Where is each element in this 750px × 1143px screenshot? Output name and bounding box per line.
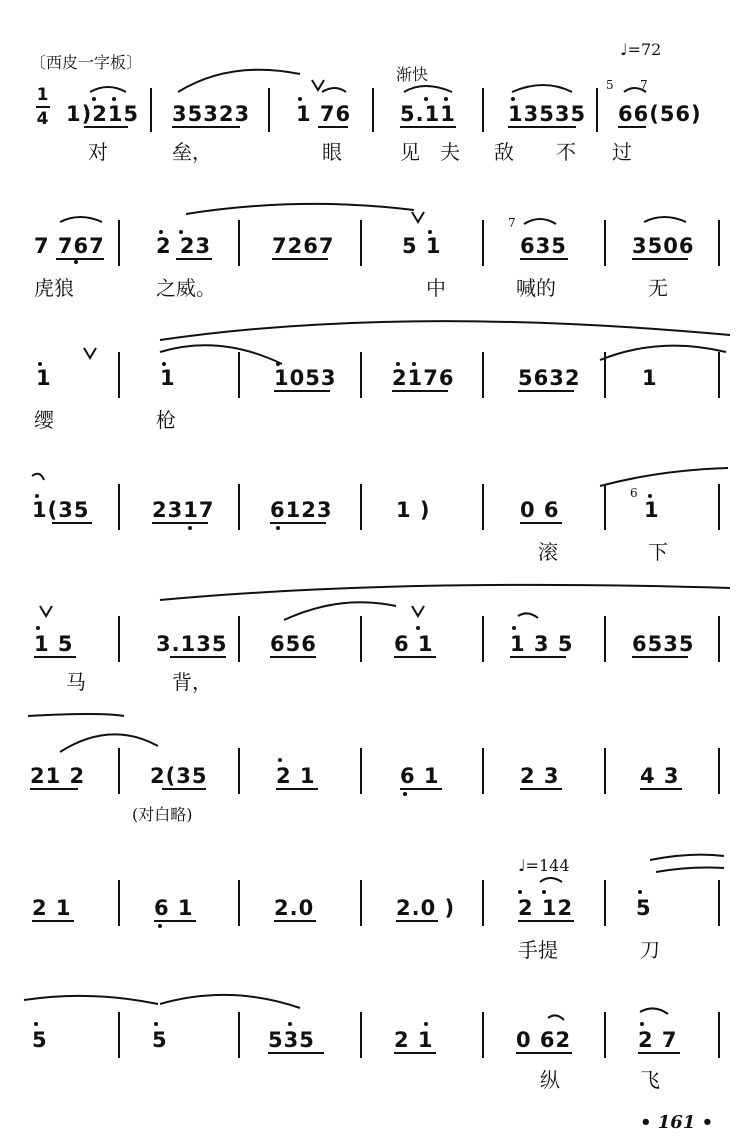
bar-line [482, 352, 484, 398]
breath-mark [412, 606, 424, 616]
measure-6-1: 21 2 [30, 764, 86, 788]
slur [512, 85, 572, 92]
underline [516, 1052, 572, 1054]
measure-5-2: 3.135 [156, 632, 228, 656]
bar-line [150, 88, 152, 132]
bar-line [360, 880, 362, 926]
underline [84, 126, 128, 128]
low-octave-dot [74, 260, 78, 264]
lyric-8-2: 飞 [640, 1068, 660, 1092]
bar-line [360, 1012, 362, 1058]
measure-7-2: 6 1 [154, 896, 194, 920]
slur [160, 345, 282, 364]
measure-1-3: 1 76 [296, 102, 352, 126]
slur [60, 734, 158, 752]
measure-4-1: 1(35 [32, 498, 90, 522]
octave-dot [288, 1022, 292, 1026]
bar-line [482, 1012, 484, 1058]
bar-line [482, 88, 484, 132]
measure-5-1: 1 5 [34, 632, 74, 656]
underline [56, 258, 104, 260]
measure-1-5: 13535 [508, 102, 587, 126]
slur [600, 346, 726, 360]
bar-line [360, 220, 362, 266]
underline [318, 126, 348, 128]
lyric-7-2: 刀 [640, 938, 660, 962]
measure-7-1: 2 1 [32, 896, 72, 920]
underline [640, 788, 682, 790]
octave-dot [444, 97, 448, 101]
bar-line [238, 484, 240, 530]
bar-line [118, 352, 120, 398]
breath-mark [412, 212, 424, 222]
breath-mark [40, 606, 52, 616]
bar-line [604, 484, 606, 530]
underline [30, 788, 78, 790]
slur [600, 468, 728, 486]
lyric-1-1: 对 [88, 140, 108, 164]
slur [24, 996, 158, 1004]
octave-dot [416, 626, 420, 630]
slur [160, 995, 300, 1008]
low-octave-dot [403, 792, 407, 796]
bar-line [482, 220, 484, 266]
underline [152, 522, 208, 524]
octave-dot [154, 1022, 158, 1026]
bar-line [718, 352, 720, 398]
underline [632, 258, 688, 260]
measure-4-4: 1 ) [396, 498, 431, 522]
underline [272, 258, 328, 260]
octave-dot [511, 97, 515, 101]
bar-line [238, 748, 240, 794]
measure-4-5: 0 6 [520, 498, 560, 522]
measure-2-2: 2 23 [156, 234, 212, 258]
lyric-3-2: 枪 [156, 408, 176, 432]
underline [274, 390, 330, 392]
lyric-1-3: 眼 [322, 140, 342, 164]
lyric-1-4: 见 [400, 140, 420, 164]
bar-line [718, 484, 720, 530]
underline [276, 788, 318, 790]
breath-mark [84, 348, 96, 358]
bar-line [718, 220, 720, 266]
bar-line [482, 880, 484, 926]
underline [518, 920, 574, 922]
bar-line [238, 220, 240, 266]
underline [32, 920, 74, 922]
measure-3-1: 1 [36, 366, 52, 390]
octave-dot [512, 626, 516, 630]
slur [186, 204, 414, 214]
lyric-2-1: 虎狼 [34, 276, 74, 300]
slur [178, 70, 300, 92]
lyric-1-7: 不 [556, 140, 576, 164]
bar-line [604, 880, 606, 926]
underline [632, 656, 688, 658]
underline [510, 656, 566, 658]
bar-line [718, 880, 720, 926]
lyric-8-1: 纵 [540, 1068, 560, 1092]
bar-line [604, 616, 606, 662]
measure-3-4: 2176 [392, 366, 455, 390]
underline [270, 656, 316, 658]
slur [32, 474, 44, 480]
measure-7-3: 2.0 [274, 896, 315, 920]
measure-5-4: 6 1 [394, 632, 434, 656]
underline [400, 126, 456, 128]
bar-line [596, 88, 598, 132]
measure-8-4: 2 1 [394, 1028, 434, 1052]
time-signature-bottom: 4 [36, 109, 50, 129]
lyric-1-5: 夫 [440, 140, 460, 164]
measure-2-1: 7 767 [34, 234, 105, 258]
measure-2-6: 3506 [632, 234, 695, 258]
underline [176, 258, 212, 260]
measure-1-4: 5.11 [400, 102, 456, 126]
bar-line [604, 1012, 606, 1058]
bar-line [718, 748, 720, 794]
time-signature-line [36, 106, 50, 108]
measure-7-5: 2 12 [518, 896, 574, 920]
bar-line [238, 880, 240, 926]
underline [268, 1052, 324, 1054]
bar-line [604, 352, 606, 398]
measure-4-6: 1 [644, 498, 660, 522]
bar-line [238, 616, 240, 662]
lyric-2-2: 之威。 [156, 276, 216, 300]
octave-dot [112, 97, 116, 101]
slur [28, 714, 124, 716]
underline [618, 126, 646, 128]
bar-line [604, 220, 606, 266]
octave-dot [542, 890, 546, 894]
dialogue-omitted-remark: (对白略) [132, 805, 193, 824]
bar-line [482, 616, 484, 662]
bar-line [360, 484, 362, 530]
measure-5-6: 6535 [632, 632, 695, 656]
underline [508, 126, 576, 128]
tempo-change-label: 渐快 [396, 65, 429, 84]
underline [270, 522, 326, 524]
slur [524, 219, 556, 224]
bar-line [604, 748, 606, 794]
underline [162, 788, 206, 790]
octave-dot [298, 97, 302, 101]
bar-line [118, 220, 120, 266]
bar-line [118, 880, 120, 926]
lyric-7-1: 手提 [518, 938, 558, 962]
slur [404, 86, 452, 92]
lyric-1-2: 垒， [172, 140, 212, 164]
octave-dot [36, 626, 40, 630]
underline [170, 656, 226, 658]
lyric-2-3: 中 [426, 276, 446, 300]
measure-1-6: 66(56) [618, 102, 702, 126]
measure-1-1: 1)215 [66, 102, 140, 126]
bar-line [360, 352, 362, 398]
lyric-5-2: 背， [172, 670, 212, 694]
lyric-4-1: 滚 [538, 540, 558, 564]
bar-line [118, 748, 120, 794]
octave-dot [34, 1022, 38, 1026]
slur [640, 1008, 668, 1014]
slur [548, 1015, 564, 1020]
octave-dot [278, 758, 282, 762]
lyric-1-6: 敌 [494, 140, 514, 164]
slur [60, 217, 102, 222]
underline [396, 920, 438, 922]
measure-4-3: 6123 [270, 498, 333, 522]
measure-8-5: 0 62 [516, 1028, 572, 1052]
underline [638, 1052, 680, 1054]
octave-dot [424, 1022, 428, 1026]
octave-dot [424, 97, 428, 101]
measure-8-3: 535 [268, 1028, 315, 1052]
bar-line [718, 616, 720, 662]
slur [518, 613, 538, 618]
lyric-1-8: 过 [612, 140, 632, 164]
breath-mark [312, 80, 324, 90]
bar-line [118, 484, 120, 530]
measure-3-5: 5632 [518, 366, 581, 390]
tempo-marking-2: ♩=144 [518, 856, 570, 875]
measure-6-4: 6 1 [400, 764, 440, 788]
underline [520, 258, 568, 260]
lyric-3-1: 缨 [34, 408, 54, 432]
bar-line [718, 1012, 720, 1058]
lyric-5-1: 马 [66, 670, 86, 694]
measure-3-6: 1 [642, 366, 658, 390]
grace-note-1a: 5 [606, 78, 614, 92]
octave-dot [638, 890, 642, 894]
slur [160, 321, 730, 340]
lyric-4-2: 下 [648, 540, 668, 564]
measure-7-6: 5 [636, 896, 652, 920]
bar-line [118, 1012, 120, 1058]
slur [284, 602, 396, 620]
page-number: • 161 • [640, 1112, 714, 1133]
measure-6-3: 2 1 [276, 764, 316, 788]
lyric-2-4: 喊的 [516, 276, 556, 300]
underline [172, 126, 240, 128]
underline [392, 390, 448, 392]
measure-6-2: 2(35 [150, 764, 208, 788]
measure-7-4: 2.0 ) [396, 896, 456, 920]
measure-6-5: 2 3 [520, 764, 560, 788]
measure-2-5: 635 [520, 234, 567, 258]
grace-note-4: 6 [630, 486, 638, 500]
underline [274, 920, 316, 922]
measure-6-6: 4 3 [640, 764, 680, 788]
slur [650, 855, 724, 860]
measure-4-2: 2317 [152, 498, 215, 522]
slur [656, 868, 724, 873]
slur [322, 88, 346, 92]
slur [644, 217, 686, 222]
bar-line [238, 1012, 240, 1058]
bar-line [360, 748, 362, 794]
underline [154, 920, 196, 922]
low-octave-dot [158, 924, 162, 928]
slur [160, 585, 730, 600]
bar-line [372, 88, 374, 132]
underline [52, 522, 92, 524]
grace-note-1b: 7 [640, 78, 648, 92]
bar-line [118, 616, 120, 662]
measure-8-1: 5 [32, 1028, 48, 1052]
measure-5-5: 1 3 5 [510, 632, 574, 656]
underline [394, 656, 436, 658]
underline [518, 390, 574, 392]
measure-5-3: 656 [270, 632, 317, 656]
bar-line [482, 484, 484, 530]
underline [400, 788, 442, 790]
measure-2-3: 7267 [272, 234, 335, 258]
banban-label: 〔西皮一字板〕 [30, 53, 143, 72]
bar-line [268, 88, 270, 132]
bar-line [360, 616, 362, 662]
low-octave-dot [188, 526, 192, 530]
time-signature-top: 1 [36, 85, 50, 105]
slur [90, 87, 126, 92]
underline [520, 522, 562, 524]
underline [394, 1052, 436, 1054]
measure-3-2: 1 [160, 366, 176, 390]
measure-2-4: 5 1 [402, 234, 442, 258]
grace-note-2: 7 [508, 216, 516, 230]
tempo-marking-1: ♩=72 [620, 40, 662, 59]
time-signature [36, 85, 50, 129]
measure-3-3: 1053 [274, 366, 337, 390]
bar-line [238, 352, 240, 398]
underline [34, 656, 76, 658]
measure-1-2: 35323 [172, 102, 251, 126]
bar-line [482, 748, 484, 794]
octave-dot [518, 890, 522, 894]
measure-8-6: 2 7 [638, 1028, 678, 1052]
octave-dot [92, 97, 96, 101]
low-octave-dot [276, 526, 280, 530]
lyric-2-5: 无 [648, 276, 668, 300]
slur [540, 878, 562, 882]
underline [520, 788, 562, 790]
octave-dot [640, 1022, 644, 1026]
measure-8-2: 5 [152, 1028, 168, 1052]
